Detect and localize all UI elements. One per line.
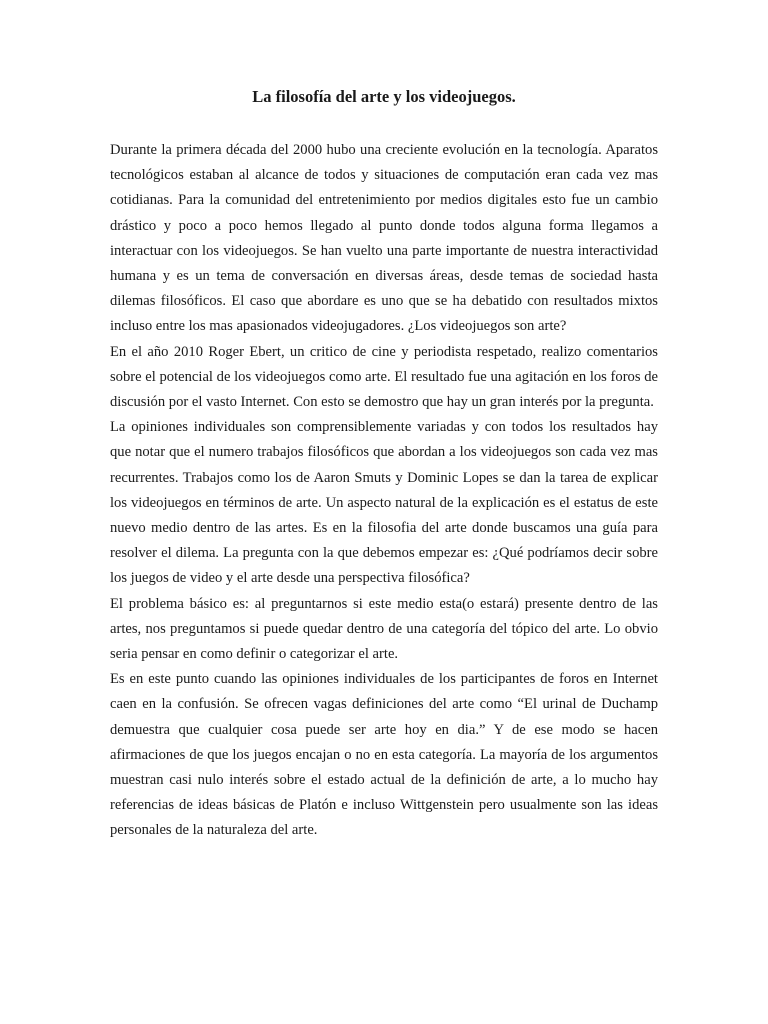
paragraph-3: La opiniones individuales son comprensiblemente variadas y con todos los resultados hay que notar que el numero trabajos filosóficos que abordan a los videojuegos son cada vez mas recurrentes. Trabajos como los de Aaron Smuts y Dominic Lopes se dan la tarea de explicar los videojuegos en términos de arte. Un aspecto natural de la explicación es el estatus de este nuevo medio dentro de las artes. Es en la filosofia del arte donde buscamos una guía para resolver el dilema. La pregunta con la que debemos empezar es: ¿Qué podríamos decir sobre los juegos de video y el arte desde una perspectiva filosófica? (110, 419, 658, 587)
paragraph-2: En el año 2010 Roger Ebert, un critico de cine y periodista respetado, realizo comentarios sobre el potencial de los videojuegos como arte. El resultado fue una agitación en los foros de discusión por el vasto Internet. Con esto se demostro que hay un gran interés por la pregunta. (110, 343, 658, 411)
document-body (110, 138, 658, 844)
document-title: La filosofía del arte y los videojuegos. (252, 87, 516, 106)
paragraph-5: Es en este punto cuando las opiniones individuales de los participantes de foros en Internet caen en la confusión. Se ofrecen vagas definiciones del arte como “El urinal de Duchamp demuestra que cualquier cosa puede ser arte hoy en dia.” Y de ese modo se hacen afirmaciones de que los juegos encajan o no en esta categoría. La mayoría de los argumentos muestran casi nulo interés sobre el estado actual de la definición de arte, a lo mucho hay referencias de ideas básicas de Platón e incluso Wittgenstein pero usualmente son las ideas personales de la naturaleza del arte. (110, 671, 658, 839)
paragraph-4: El problema básico es: al preguntarnos si este medio esta(o estará) presente dentro de las artes, nos preguntamos si puede quedar dentro de una categoría del tópico del arte. Lo obvio seria pensar en como definir o categorizar el arte. (110, 595, 658, 663)
paragraph-1: Durante la primera década del 2000 hubo una creciente evolución en la tecnología. Aparatos tecnológicos estaban al alcance de todos y situaciones de computación eran cada vez mas cotidianas. Para la comunidad del entretenimiento por medios digitales esto fue un cambio drástico y poco a poco hemos llegado al punto donde todos alguna forma llegamos a interactuar con los videojuegos. Se han vuelto una parte importante de nuestra interactividad humana y es un tema de conversación en diversas áreas, desde temas de sociedad hasta dilemas filosóficos. El caso que abordare es uno que se ha debatido con resultados mixtos incluso entre los mas apasionados videojugadores. ¿Los videojuegos son arte? (110, 142, 658, 335)
